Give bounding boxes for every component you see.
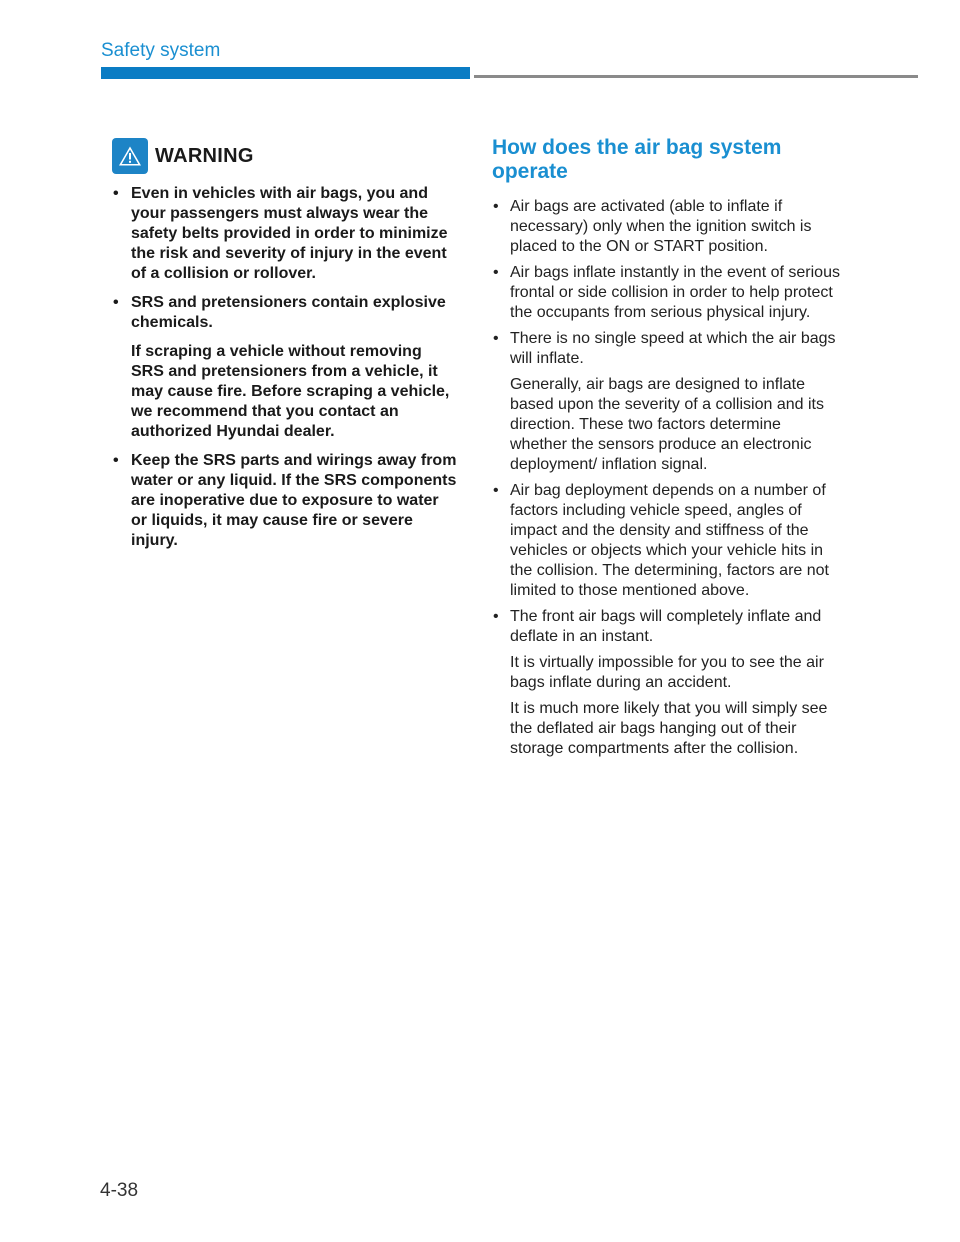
body-list — [492, 197, 842, 759]
warning-label: WARNING — [155, 144, 254, 167]
warning-item — [112, 293, 457, 442]
header-rule-blue — [101, 67, 470, 79]
body-paragraph: • Air bag deployment depends on a number of factors including vehicle speed, angles of impact and the density and stiffness of the vehicles or objects which your vehicle hits in the collision. The determining, factors are not limited to those mentioned above. — [510, 482, 829, 599]
warning-list — [112, 184, 457, 551]
list-item — [492, 263, 842, 323]
warning-header — [112, 138, 457, 174]
warning-box — [112, 138, 457, 560]
main-content — [492, 136, 842, 765]
list-item — [492, 481, 842, 601]
body-paragraph: • There is no single speed at which the air bags will inflate. — [510, 330, 836, 367]
body-paragraph: Generally, air bags are designed to inflate based upon the severity of a collision and its direction. These two factors determine whether the sensors produce an electronic deployment/ inflation signal. — [510, 376, 824, 473]
body-paragraph: It is virtually impossible for you to see the air bags inflate during an accident. — [510, 654, 824, 691]
list-item — [492, 607, 842, 759]
list-item — [492, 197, 842, 257]
warning-item — [112, 184, 457, 284]
list-item — [492, 329, 842, 475]
body-paragraph: • The front air bags will completely inflate and deflate in an instant. — [510, 608, 822, 645]
warning-paragraph: • Even in vehicles with air bags, you and your passengers must always wear the safety belts provided in order to minimize the risk and severity of injury in the event of a collision or rollover. — [131, 185, 448, 282]
section-title: Safety system — [101, 40, 221, 61]
body-paragraph: It is much more likely that you will simply see the deflated air bags hanging out of their storage compartments after the collision. — [510, 700, 828, 757]
page-number: 4-38 — [100, 1180, 139, 1201]
section-heading: How does the air bag system operate — [492, 136, 782, 183]
warning-triangle-icon — [112, 138, 148, 174]
warning-paragraph: If scraping a vehicle without removing SRS and pretensioners from a vehicle, it may cause fire. Before scraping a vehicle, we recommend that you contact an authorized Hyundai dealer. — [131, 343, 450, 440]
warning-paragraph: • SRS and pretensioners contain explosive chemicals. — [131, 294, 446, 331]
warning-paragraph: • Keep the SRS parts and wirings away from water or any liquid. If the SRS components are inoperative due to exposure to water or liquids, it may cause fire or severe injury. — [131, 452, 457, 549]
body-paragraph: • Air bags are activated (able to inflate if necessary) only when the ignition switch is placed to the ON or START position. — [510, 198, 812, 255]
header-rule-gray — [474, 75, 918, 78]
body-paragraph: • Air bags inflate instantly in the event of serious frontal or side collision in order to help protect the occupants from serious physical injury. — [510, 264, 840, 321]
warning-item — [112, 451, 457, 551]
